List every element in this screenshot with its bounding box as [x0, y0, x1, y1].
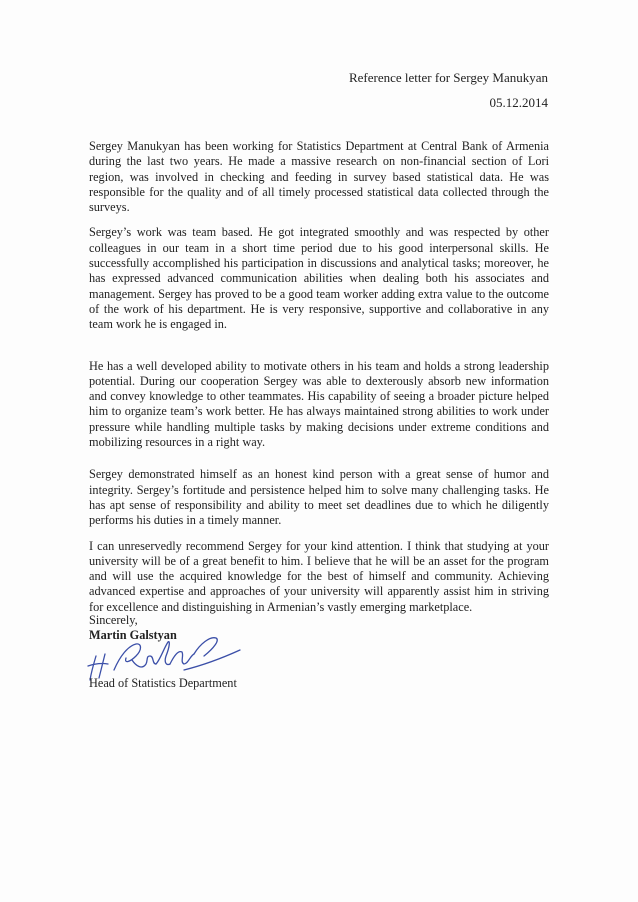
letter-date: 05.12.2014 — [489, 95, 548, 110]
letter-header — [349, 70, 548, 111]
letter-body — [89, 139, 549, 615]
letter-title: Reference letter for Sergey Manukyan — [348, 70, 548, 85]
paragraph-1: Sergey Manukyan has been working for Statistics Department at Central Bank of Armenia during the last two years. He made a massive research on non-financial section of Lori region, was involved in checking and feeding in survey based statistical data. He was responsible for the quality and of all timely processed statistical data collected through the surveys. — [89, 139, 549, 215]
signer-name: Martin Galstyan — [89, 628, 177, 642]
paragraph-4: Sergey demonstrated himself as an honest kind person with a great sense of humor and integrity. Sergey’s fortitude and persistence helped him to solve many challenging tasks. He has apt sense of responsibility and ability to meet set deadlines due to which he diligently performs his duties in a timely manner. — [89, 467, 549, 528]
paragraph-2: Sergey’s work was team based. He got integrated smoothly and was respected by other colleagues in our team in a short time period due to his good interpersonal skills. He successfully accomplished his participation in discussions and analytical tasks; moreover, he has expressed advanced communication abilities when dealing both his associates and management. Sergey has proved to be a good team worker adding extra value to the outcome of the work of his department. He is very responsive, supportive and collaborative in any team work he is engaged in. — [89, 225, 549, 332]
paragraph-3: He has a well developed ability to motivate others in his team and holds a strong leadership potential. During our cooperation Sergey was able to dexterously absorb new information and convey knowledge to other teammates. His capability of seeing a broader picture helped him to organize team’s work better. He has always maintained strong abilities to work under pressure while handling multiple tasks by making decisions under extreme conditions and mobilizing resources in a right way. — [89, 358, 549, 450]
paragraph-5: I can unreservedly recommend Sergey for your kind attention. I think that studying at your university will be of a great benefit to him. I believe that he will be an asset for the program and will use the acquired knowledge for the best of himself and community. Achieving advanced expertise and approaches of your university will apparently assist him in striving for excellence and distinguishing in Armenian’s vastly emerging marketplace. — [89, 538, 549, 614]
closing-salutation: Sincerely, — [89, 613, 138, 627]
signer-title: Head of Statistics Department — [89, 676, 237, 690]
